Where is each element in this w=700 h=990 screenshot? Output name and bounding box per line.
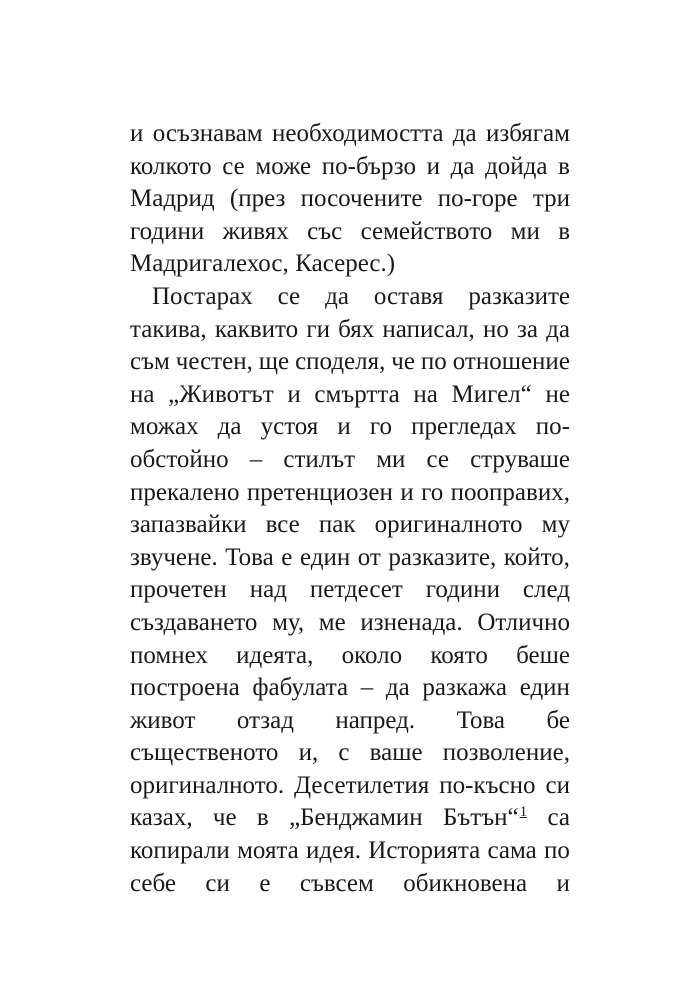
- word: себе: [130, 869, 176, 897]
- word: със: [307, 217, 343, 245]
- word: звучене.: [130, 543, 218, 571]
- text-line: [130, 444, 570, 477]
- word: смъртта: [314, 380, 400, 408]
- word: по-късно: [439, 771, 536, 799]
- word: са: [547, 804, 570, 832]
- word: семейството: [360, 217, 493, 245]
- word: може: [255, 152, 312, 180]
- word: три: [532, 185, 570, 213]
- text-line: [130, 770, 570, 803]
- word: и,: [298, 739, 319, 767]
- word: посочените: [300, 185, 423, 213]
- word: напред.: [335, 706, 416, 734]
- text-line: [130, 509, 570, 542]
- word: осъзнавам: [152, 120, 263, 147]
- text-line: [130, 411, 570, 444]
- word: Това: [225, 543, 274, 571]
- word: можах: [130, 413, 199, 441]
- text-line: [130, 542, 570, 575]
- word: да: [385, 674, 410, 702]
- word: –: [249, 445, 263, 473]
- text-line: [130, 835, 570, 868]
- text-line: [130, 281, 570, 314]
- word: честен,: [175, 348, 253, 376]
- word: си: [205, 869, 230, 897]
- footnote-reference-link[interactable]: 1: [519, 804, 528, 821]
- word: Десетилетия: [294, 771, 430, 799]
- word: ме: [318, 608, 346, 636]
- word: по-бързо: [321, 152, 417, 180]
- word: по-горе: [437, 185, 518, 213]
- word: да: [325, 282, 349, 310]
- word: от: [357, 543, 381, 571]
- word: съвсем: [299, 869, 374, 897]
- text-line: [130, 151, 570, 184]
- word: разкажа: [422, 674, 508, 702]
- word: и: [426, 152, 441, 180]
- word: на: [130, 380, 155, 408]
- word: Историята: [368, 837, 481, 865]
- word: същественото: [130, 739, 279, 767]
- word: ми: [510, 217, 540, 245]
- word: струваше: [470, 445, 570, 473]
- text-line: [130, 183, 570, 216]
- word: Това: [456, 706, 506, 734]
- word: все: [265, 511, 300, 539]
- word: избягам: [485, 120, 570, 147]
- word: да: [452, 120, 477, 147]
- word: и: [287, 380, 301, 408]
- word: Мадрид: [130, 185, 215, 213]
- word: отношение: [452, 348, 570, 376]
- word: оригиналното.: [130, 771, 285, 799]
- text-line: [130, 477, 570, 510]
- word: съм: [130, 348, 170, 376]
- word: че: [212, 804, 237, 832]
- word: за: [517, 315, 538, 343]
- word: по: [420, 348, 447, 376]
- word: (през: [229, 185, 286, 213]
- text-line: [130, 672, 570, 705]
- text-line: [130, 802, 570, 835]
- word: ще: [258, 348, 290, 376]
- word: с: [338, 739, 350, 767]
- word: „Бенджамин: [289, 804, 423, 832]
- text-line: [130, 607, 570, 640]
- word: бях: [338, 315, 375, 343]
- word: казах,: [130, 804, 193, 832]
- word: „Животът: [168, 380, 274, 408]
- text-line: [130, 118, 570, 151]
- word: прочетен: [130, 576, 227, 604]
- word: прегледах: [411, 413, 517, 441]
- word: се: [277, 282, 301, 310]
- word: не: [545, 380, 570, 408]
- word: се: [222, 152, 245, 180]
- text-line: [130, 379, 570, 412]
- word: живот: [130, 706, 196, 734]
- word: –: [360, 674, 374, 702]
- word: години: [130, 217, 205, 245]
- word: и: [130, 120, 144, 147]
- word: колкото: [130, 152, 212, 180]
- word: и: [556, 869, 570, 897]
- word: която: [430, 641, 488, 669]
- word: над: [249, 576, 287, 604]
- word: който,: [503, 543, 570, 571]
- word: пооправих,: [450, 478, 570, 506]
- word: оставя: [373, 282, 444, 310]
- word: изненада.: [360, 608, 463, 636]
- word: около: [341, 641, 403, 669]
- text-line: [130, 640, 570, 673]
- word: след: [522, 576, 570, 604]
- word: в: [558, 152, 570, 180]
- word: го: [369, 413, 393, 441]
- text-line: [130, 868, 570, 901]
- word: разказите: [468, 282, 570, 310]
- word: помнех: [130, 641, 208, 669]
- word: и: [400, 478, 414, 506]
- word: Мадригалехос,: [130, 250, 289, 278]
- word: по: [544, 837, 570, 865]
- word: Постарах: [152, 282, 253, 310]
- word: претенциозен: [246, 478, 393, 506]
- word: да: [217, 413, 242, 441]
- word: Бътън“$^1$: [442, 804, 528, 832]
- text-line: [130, 737, 570, 770]
- word: един: [299, 543, 351, 571]
- word: бе: [546, 706, 570, 734]
- word: живях: [222, 217, 289, 245]
- word: на: [413, 380, 438, 408]
- word: Мигел“: [451, 380, 532, 408]
- word: прекалено: [130, 478, 240, 506]
- word: ги: [306, 315, 330, 343]
- word: позволение,: [442, 739, 570, 767]
- word: и: [337, 413, 351, 441]
- word: запазвайки: [130, 511, 247, 539]
- word: е: [259, 869, 271, 897]
- text-line: [130, 248, 570, 281]
- word: да: [450, 152, 475, 180]
- word: пак: [318, 511, 356, 539]
- word: моята: [237, 837, 299, 865]
- word: но: [482, 315, 509, 343]
- word: е: [281, 543, 293, 571]
- word: оригиналното: [374, 511, 523, 539]
- word: разказите,: [388, 543, 497, 571]
- word: по-: [535, 413, 570, 441]
- word: споделя,: [295, 348, 386, 376]
- word: ми: [376, 445, 406, 473]
- text-line: [130, 574, 570, 607]
- word: идеята,: [236, 641, 314, 669]
- word: фабулата: [252, 674, 349, 702]
- word: го: [421, 478, 444, 506]
- word: петдесет: [309, 576, 403, 604]
- word: му: [541, 511, 570, 539]
- word: обикновена: [403, 869, 528, 897]
- word: ваше: [369, 739, 423, 767]
- word: си: [545, 771, 570, 799]
- word: беше: [516, 641, 570, 669]
- word: каквито: [214, 315, 299, 343]
- word: да: [546, 315, 570, 343]
- body-text: [130, 118, 570, 900]
- word: идея.: [306, 837, 361, 865]
- word: стилът: [283, 445, 356, 473]
- word: създаването: [130, 608, 258, 636]
- word: се: [426, 445, 449, 473]
- word: в: [256, 804, 269, 832]
- word: Касерес.): [295, 250, 396, 278]
- text-line: [130, 346, 570, 379]
- word: отзад: [236, 706, 294, 734]
- text-line: [130, 705, 570, 738]
- text-line: [130, 216, 570, 249]
- word: построена: [130, 674, 240, 702]
- word: устоя: [260, 413, 319, 441]
- word: копирали: [130, 837, 230, 865]
- word: обстойно: [130, 445, 229, 473]
- word: в: [558, 217, 570, 245]
- word: такива,: [130, 315, 207, 343]
- word: сама: [487, 837, 537, 865]
- text-line: [130, 314, 570, 347]
- word: че: [391, 348, 415, 376]
- word: години: [425, 576, 500, 604]
- word: дойда: [485, 152, 548, 180]
- word: му,: [272, 608, 305, 636]
- word: Отлично: [477, 608, 570, 636]
- word: написал,: [382, 315, 475, 343]
- word: един: [519, 674, 570, 702]
- word: необходимостта: [271, 120, 444, 147]
